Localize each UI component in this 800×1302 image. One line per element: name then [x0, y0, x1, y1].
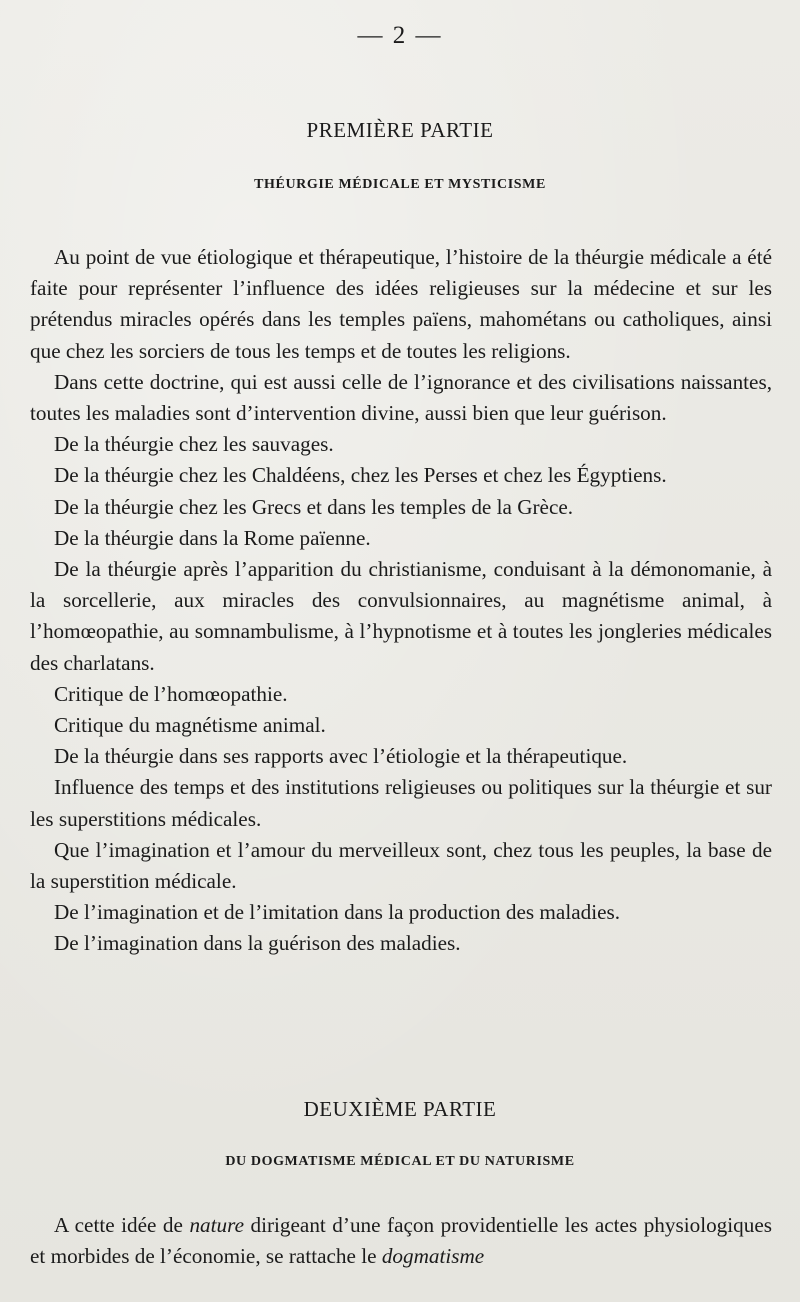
paragraph: Dans cette doctrine, qui est aussi celle de l’ignorance et des civilisations naissantes, toutes les maladies sont d’intervention divine, aussi bien que leur guérison.: [30, 369, 772, 426]
italic-term: nature: [189, 1213, 244, 1237]
paragraph: De l’imagination dans la guérison des maladies.: [54, 931, 461, 956]
paragraph: De la théurgie dans ses rapports avec l’étiologie et la thérapeutique.: [54, 744, 628, 769]
part-two-body: [30, 1210, 772, 1272]
paragraph: A cette idée de nature dirigeant d’une façon providentielle les actes physiologiques et morbides de l’économie, se rattache le dogmatisme: [30, 1213, 773, 1269]
part-two-subtitle: DU DOGMATISME MÉDICAL ET DU NATURISME: [225, 1154, 575, 1169]
part-two-title: DEUXIÈME PARTIE: [303, 1097, 497, 1121]
paragraph: De la théurgie après l’apparition du christianisme, conduisant à la démonomanie, à la sorcellerie, aux miracles des convulsionnaires, au magnétisme animal, à l’homœopathie, au somnambulisme, à l’hypnotisme et à toutes les jongleries médicales des charlatans.: [30, 557, 772, 675]
page-number: — 2 —: [357, 22, 443, 49]
paragraph: Au point de vue étiologique et thérapeutique, l’histoire de la théurgie médicale a été faite pour représenter l’influence des idées religieuses sur la médecine et sur les prétendus miracles opérés dans les temples païens, mahométans ou catholiques, ainsi que chez les sorciers de tous les temps et de toutes les religions.: [30, 245, 772, 363]
part-one-body: [30, 242, 772, 960]
paragraph: De la théurgie chez les Chaldéens, chez les Perses et chez les Égyptiens.: [54, 463, 667, 488]
paragraph: Influence des temps et des institutions religieuses ou politiques sur la théurgie et sur les superstitions médicales.: [30, 775, 772, 831]
part-one-title: PREMIÈRE PARTIE: [306, 118, 494, 142]
part-one-subtitle: THÉURGIE MÉDICALE ET MYSTICISME: [254, 177, 546, 192]
paragraph: De l’imagination et de l’imitation dans la production des maladies.: [54, 900, 621, 925]
paragraph: Critique de l’homœopathie.: [54, 681, 288, 706]
paragraph: Critique du magnétisme animal.: [54, 713, 326, 738]
paragraph: Que l’imagination et l’amour du merveilleux sont, chez tous les peuples, la base de la superstition médicale.: [30, 837, 772, 894]
paragraph: De la théurgie dans la Rome païenne.: [54, 525, 371, 550]
italic-term: dogmatisme: [381, 1244, 485, 1269]
paragraph: De la théurgie chez les Grecs et dans les temples de la Grèce.: [54, 494, 574, 519]
paragraph: De la théurgie chez les sauvages.: [54, 432, 334, 457]
